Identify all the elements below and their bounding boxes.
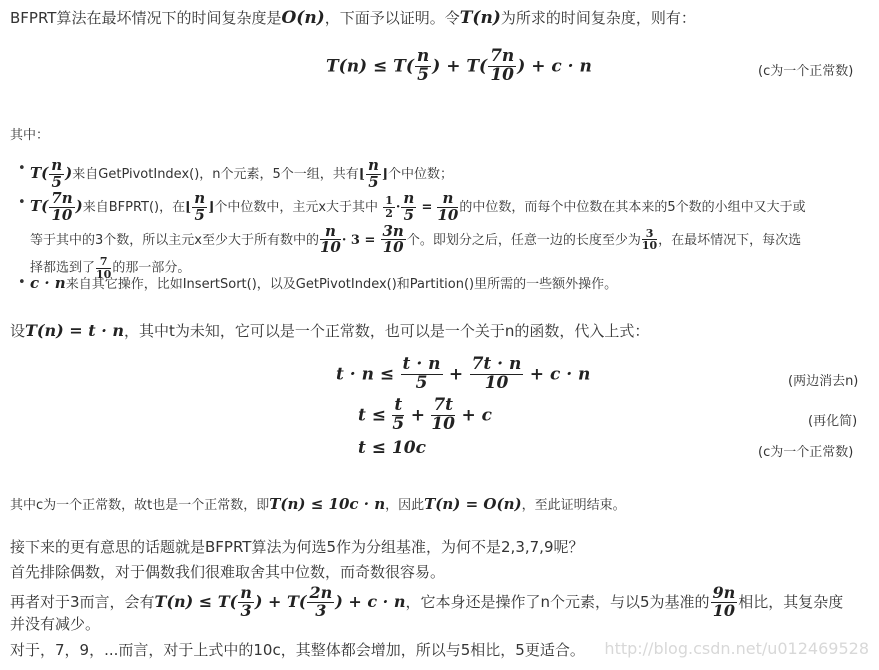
deq1-frac2-num: 7t · n — [471, 354, 522, 374]
b3-text: 来自其它操作，比如InsertSort()，以及GetPivotIndex()和Partition()里所需的一些额外操作。 — [65, 277, 618, 292]
b2-c-den: 10 — [641, 239, 658, 253]
b2-frac-den: 10 — [51, 205, 73, 224]
b2-b-frac — [381, 221, 406, 257]
eq1-frac2-den: 10 — [490, 64, 515, 85]
b2-text1: 来自BFPRT()，在 — [82, 199, 186, 215]
recurrence-equation — [326, 48, 592, 85]
b2-floor-num: n — [194, 189, 206, 207]
eq1-mid: ) + T( — [432, 56, 488, 77]
b2-b-den: 10 — [382, 238, 404, 257]
deq2-frac1 — [392, 397, 404, 434]
b2-c-frac — [642, 228, 657, 252]
intro-line — [10, 7, 696, 28]
b2-n5-den: 5 — [403, 205, 415, 224]
conclusion-b: ，因此 — [385, 498, 425, 513]
b2-line3a: 择都选到了 — [30, 260, 96, 276]
deq3-lhs: t ≤ 10c — [358, 438, 426, 458]
l3-frac3-den: 10 — [712, 600, 736, 620]
deq2-rest: + c — [461, 405, 492, 426]
l3-frac3 — [711, 585, 738, 620]
deq2-lhs: t ≤ — [358, 405, 387, 426]
floor-right: ⌋ — [208, 199, 215, 215]
b2-line3b: 的那一部分。 — [112, 260, 191, 276]
b2-floor-frac — [192, 191, 207, 224]
l3-frac1 — [238, 585, 254, 620]
deq1-rest: + c · n — [529, 364, 591, 385]
eq1-rhs: ) + c · n — [517, 56, 592, 77]
big-o-expr: O(n) — [281, 8, 325, 28]
b2-d-num: 7 — [96, 256, 111, 269]
floor-left: ⌊ — [185, 199, 192, 215]
b2-close: ) — [75, 196, 83, 215]
deq1-frac2-den: 10 — [484, 372, 509, 393]
deq1-plus: + — [448, 364, 464, 385]
b2-t: T( — [30, 196, 49, 215]
where-label: 其中： — [10, 128, 50, 143]
floor-right: ⌋ — [381, 166, 389, 182]
eq1-frac1 — [415, 48, 431, 85]
b2-dot: · — [395, 199, 401, 215]
l3-c: 相比，其复杂度 — [738, 592, 844, 611]
bullet-1 — [18, 156, 860, 191]
deq2-frac2-num: 7t — [433, 395, 454, 415]
l3-a: 再者对于3而言，会有 — [10, 592, 155, 611]
deq1-lhs: t · n ≤ — [336, 364, 395, 385]
derivation-eq-2 — [358, 397, 492, 434]
b2-a-frac — [319, 221, 341, 257]
l3-m1: T(n) ≤ T( — [154, 591, 238, 611]
deq1-frac1-den: 5 — [415, 372, 428, 393]
derivation-eq-3 — [358, 438, 426, 458]
conclusion-expr2: T(n) = O(n) — [424, 495, 522, 513]
b2-n10 — [437, 191, 458, 224]
bullet-dot: • — [18, 195, 26, 210]
deq2-note: (再化简) — [808, 414, 858, 429]
deq1-frac1 — [401, 356, 443, 393]
b2-line2 — [30, 221, 860, 257]
b1-floor-num: n — [367, 156, 379, 174]
b2-a-num: n — [320, 224, 341, 241]
eq1-note: (c为一个正常数) — [758, 64, 854, 79]
b2-n10-num: n — [437, 191, 458, 208]
b3-t: c · n — [30, 274, 66, 292]
deq3-note: (c为一个正常数) — [758, 445, 854, 460]
l3-frac1-den: 3 — [240, 600, 252, 620]
bullet-dot: • — [18, 161, 26, 176]
discussion-l4: 并没有减少。 — [10, 615, 101, 633]
b2-n10-den: 10 — [437, 205, 459, 224]
discussion-l3 — [10, 585, 843, 620]
b2-n5-num: n — [403, 189, 415, 207]
b2-half-den: 2 — [385, 206, 393, 220]
b2-line2a: 等于其中的3个数，所以主元x至少大于所有数中的 — [30, 232, 319, 248]
b2-text2: 个中位数中，主元x大于其中 — [214, 199, 379, 215]
deq2-frac2-den: 10 — [431, 413, 456, 434]
intro-prefix: BFPRT算法在最坏情况下的时间复杂度是 — [10, 9, 282, 27]
floor-left: ⌊ — [358, 166, 365, 182]
b2-b-num: 3n — [382, 221, 404, 240]
l3-m2: ) + T( — [254, 591, 307, 611]
deq1-note: (两边消去n) — [788, 374, 859, 389]
b2-half — [383, 195, 395, 219]
b2-text3: 的中位数，而每个中位数在其本来的5个数的小组中又大于或 — [459, 199, 806, 215]
assume-prefix: 设 — [10, 322, 26, 340]
intro-mid: ，下面予以证明。令 — [324, 9, 460, 27]
deq1-frac2 — [470, 356, 524, 393]
b1-floor-den: 5 — [368, 172, 379, 191]
discussion-l1: 接下来的更有意思的话题就是BFPRT算法为何选5作为分组基准，为何不是2,3,7,9呢？ — [10, 538, 584, 556]
b2-a-den: 10 — [319, 238, 341, 257]
tn-expr: T(n) — [459, 8, 501, 28]
b2-times3: · 3 = — [341, 232, 376, 248]
assume-expr: T(n) = t · n — [25, 321, 124, 340]
b2-line2c: ，在最坏情况下，每次选 — [658, 232, 802, 248]
derivation-eq-1 — [336, 356, 590, 393]
bullet-3 — [18, 272, 860, 296]
b1-frac-den: 5 — [51, 172, 62, 191]
deq2-frac1-num: t — [394, 395, 403, 415]
eq1-frac1-num: n — [416, 46, 430, 66]
eq1-lhs: T(n) ≤ T( — [326, 56, 414, 77]
conclusion-line — [10, 494, 626, 513]
b2-half-num: 1 — [385, 194, 393, 208]
conclusion-c: ，至此证明结束。 — [521, 498, 626, 513]
b2-c-num: 3 — [642, 228, 657, 241]
b2-n5 — [401, 191, 416, 224]
b2-floor-den: 5 — [194, 205, 205, 224]
deq2-frac1-den: 5 — [392, 413, 405, 434]
intro-suffix: 为所求的时间复杂度，则有： — [500, 9, 696, 27]
discussion-l2: 首先排除偶数，对于偶数我们很难取舍其中位数，而奇数很容易。 — [10, 563, 446, 581]
l3-frac1-num: n — [240, 583, 252, 602]
deq1-frac1-num: t · n — [402, 354, 441, 374]
discussion-l5: 对于，7，9，...而言，对于上式中的10c，其整体都会增加，所以与5相比，5更适合。 — [10, 641, 585, 659]
b2-frac-num: 7n — [51, 189, 73, 207]
bullet-2 — [18, 189, 860, 281]
assumption-line — [10, 318, 649, 344]
b2-frac — [49, 191, 74, 224]
l3-m3: ) + c · n — [335, 591, 406, 611]
l3-frac2 — [307, 585, 334, 620]
conclusion-a: 其中c为一个正常数，故t也是一个正常数，即 — [10, 498, 270, 513]
b2-line1 — [30, 191, 860, 224]
b1-floor-frac — [366, 158, 381, 191]
deq2-frac2 — [431, 397, 455, 434]
conclusion-expr1: T(n) ≤ 10c · n — [269, 495, 386, 513]
assume-suffix: ，其中t为未知，它可以是一个正常数，也可以是一个关于n的函数，代入上式： — [123, 322, 650, 340]
b1-frac — [49, 158, 64, 191]
eq1-frac2 — [488, 48, 516, 85]
watermark-url: http://blog.csdn.net/u012469528 — [604, 639, 869, 658]
eq1-frac1-den: 5 — [417, 64, 429, 85]
b2-d-den: 10 — [96, 267, 112, 281]
l3-frac2-den: 3 — [315, 600, 327, 620]
b2-line2b: 个。即划分之后，任意一边的长度至少为 — [406, 232, 641, 248]
b1-close: ) — [65, 163, 73, 182]
b1-t: T( — [30, 163, 49, 182]
b1-frac-num: n — [51, 156, 63, 174]
eq1-frac2-num: 7n — [490, 46, 515, 66]
l3-frac3-num: 9n — [712, 583, 736, 602]
l3-frac2-num: 2n — [309, 583, 333, 602]
b1-text1: 来自GetPivotIndex()，n个元素，5个一组，共有 — [72, 166, 359, 182]
bullet-dot: • — [18, 275, 26, 290]
deq2-plus: + — [410, 405, 425, 426]
b1-text2: 个中位数； — [388, 166, 454, 182]
l3-b: ，它本身还是操作了n个元素，与以5为基准的 — [405, 592, 710, 611]
b2-eq: = — [421, 199, 433, 215]
